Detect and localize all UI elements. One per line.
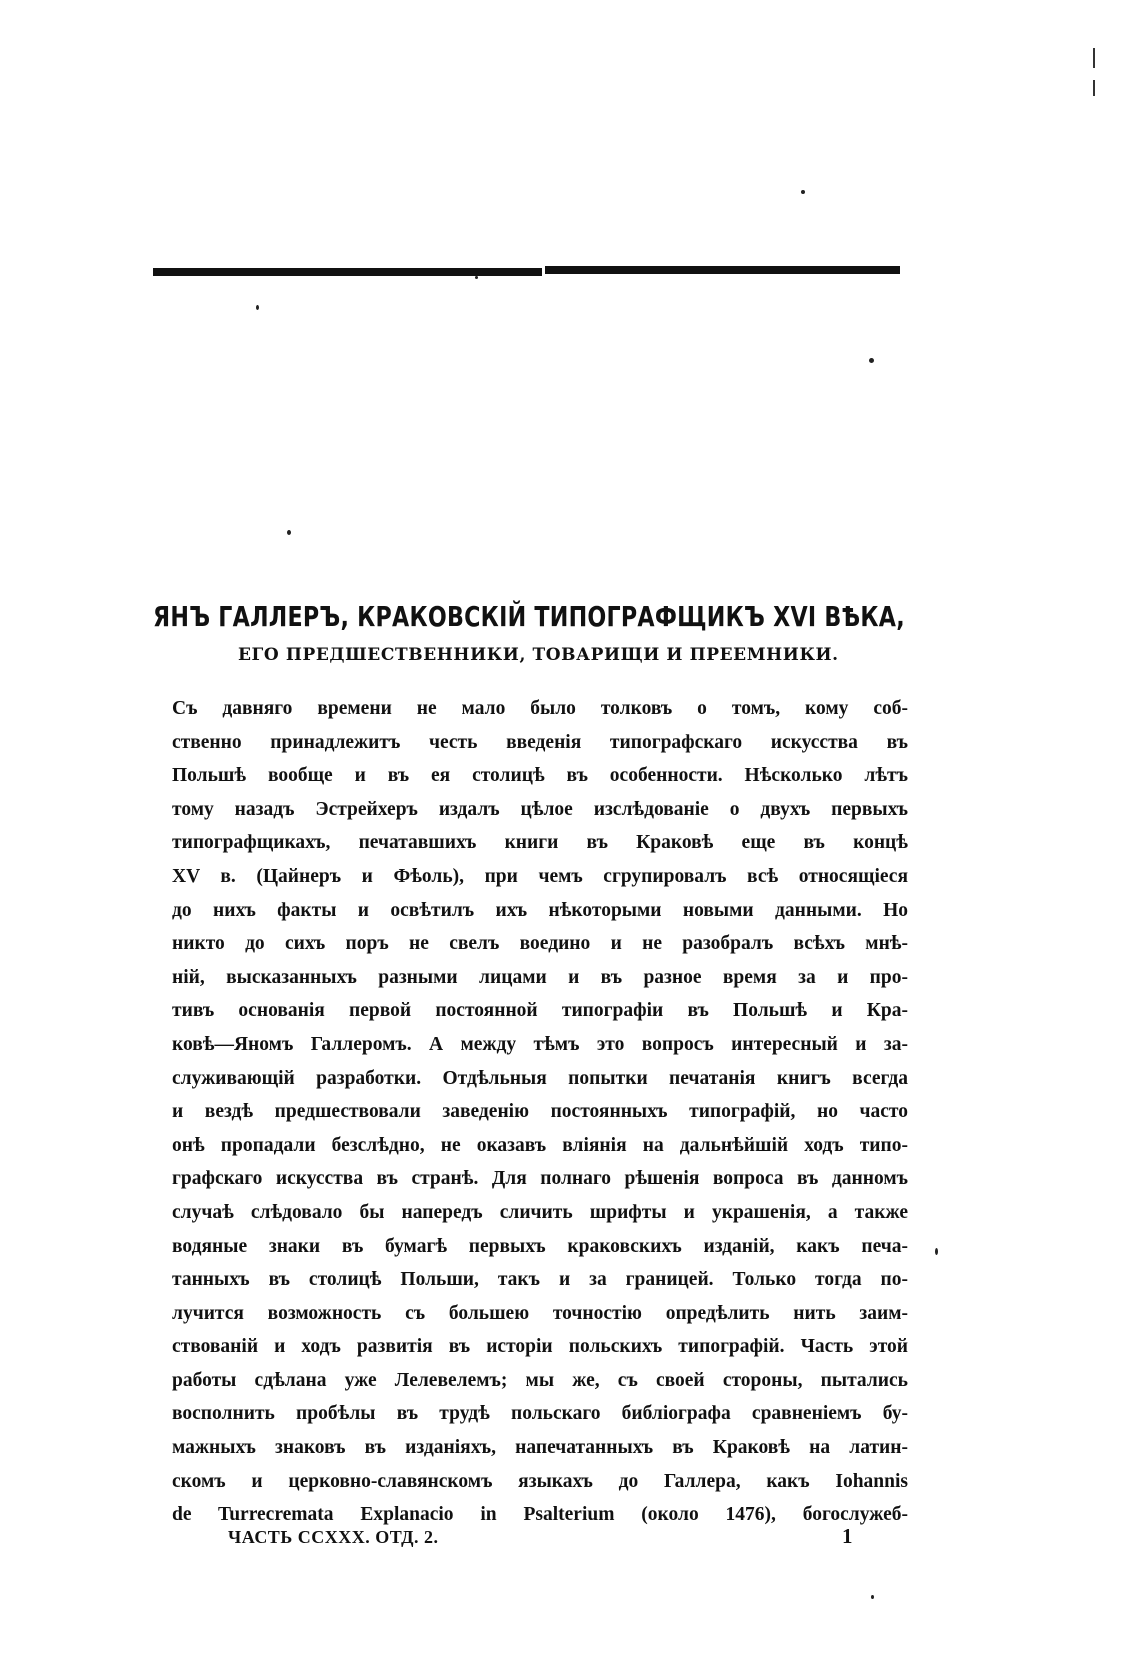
text-line: и вездѣ предшествовали заведенію постоянныхъ типографій, но часто: [172, 1101, 908, 1123]
text-line: ковѣ—Яномъ Галлеромъ. А между тѣмъ это вопросъ интересный и за-: [172, 1033, 908, 1055]
scan-speck: [869, 358, 874, 363]
scan-speck: [287, 530, 291, 535]
scan-speck: [871, 1595, 874, 1599]
scan-edge-mark: [1093, 80, 1095, 96]
text-line: работы сдѣлана уже Лелевелемъ; мы же, съ своей стороны, пытались: [172, 1369, 908, 1391]
text-line: Польшѣ вообще и въ ея столицѣ въ особенности. Нѣсколько лѣтъ: [172, 765, 908, 787]
text-line: ствованій и ходъ развитія въ исторіи польскихъ типографій. Часть этой: [172, 1336, 908, 1358]
scan-speck: [256, 305, 259, 310]
text-line: de Turrecremata Explanacio in Psalterium (около 1476), богослужеб-: [172, 1504, 908, 1526]
body-text: [172, 692, 908, 1532]
article-title: ЯНЪ ГАЛЛЕРЪ, КРАКОВСКІЙ ТИПОГРАФЩИКЪ XVI ВѢКА,: [153, 600, 905, 633]
text-line: мажныхъ знаковъ въ изданіяхъ, напечатанныхъ въ Краковѣ на латин-: [172, 1437, 908, 1459]
top-rule-left: [153, 268, 542, 276]
text-line: графскаго искусства въ странѣ. Для полнаго рѣшенія вопроса въ данномъ: [172, 1168, 908, 1190]
text-line: тому назадъ Эстрейхеръ издалъ цѣлое изслѣдованіе о двухъ первыхъ: [172, 798, 908, 820]
text-line: скомъ и церковно-славянскомъ языкахъ до Галлера, какъ Iohannis: [172, 1470, 908, 1492]
text-line: ственно принадлежитъ честь введенія типографскаго искусства въ: [172, 731, 908, 753]
signature-mark: ЧАСТЬ CCXXX. ОТД. 2.: [228, 1527, 439, 1547]
text-line: танныхъ въ столицѣ Польши, такъ и за границей. Только тогда по-: [172, 1269, 908, 1291]
text-line: никто до сихъ поръ не свелъ воедино и не разобралъ всѣхъ мнѣ-: [172, 933, 908, 955]
text-line: случаѣ слѣдовало бы напередъ сличить шрифты и украшенія, а также: [172, 1201, 908, 1223]
article-subtitle: ЕГО ПРЕДШЕСТВЕННИКИ, ТОВАРИЩИ И ПРЕЕМНИКИ.: [238, 645, 839, 665]
text-line: до нихъ факты и освѣтилъ ихъ нѣкоторыми новыми данными. Но: [172, 899, 908, 921]
scan-speck: [935, 1248, 938, 1255]
text-line: онѣ пропадали безслѣдно, не оказавъ вліянія на дальнѣйшій ходъ типо-: [172, 1134, 908, 1156]
text-line: лучится возможность съ большею точностію опредѣлить нить заим-: [172, 1302, 908, 1324]
top-rule-right: [545, 266, 900, 274]
text-line: водяные знаки въ бумагѣ первыхъ краковскихъ изданій, какъ печа-: [172, 1235, 908, 1257]
text-line: Съ давняго времени не мало было толковъ о томъ, кому соб-: [172, 698, 908, 719]
text-line: восполнить пробѣлы въ трудѣ польскаго библіографа сравненіемъ бу-: [172, 1403, 908, 1425]
page-number: 1: [842, 1524, 853, 1548]
scan-speck: [475, 276, 478, 279]
text-line: ній, высказанныхъ разными лицами и въ разное время за и про-: [172, 966, 908, 988]
scan-edge-mark: [1093, 48, 1095, 68]
text-line: тивъ основанія первой постоянной типографіи въ Польшѣ и Кра-: [172, 1000, 908, 1022]
text-line: типографщикахъ, печатавшихъ книги въ Краковѣ еще въ концѣ: [172, 832, 908, 854]
scan-speck: [801, 190, 805, 194]
text-line: XV в. (Цайнеръ и Фѣоль), при чемъ сгрупировалъ всѣ относящіеся: [172, 865, 908, 887]
text-line: служивающій разработки. Отдѣльныя попытки печатанія книгъ всегда: [172, 1067, 908, 1089]
